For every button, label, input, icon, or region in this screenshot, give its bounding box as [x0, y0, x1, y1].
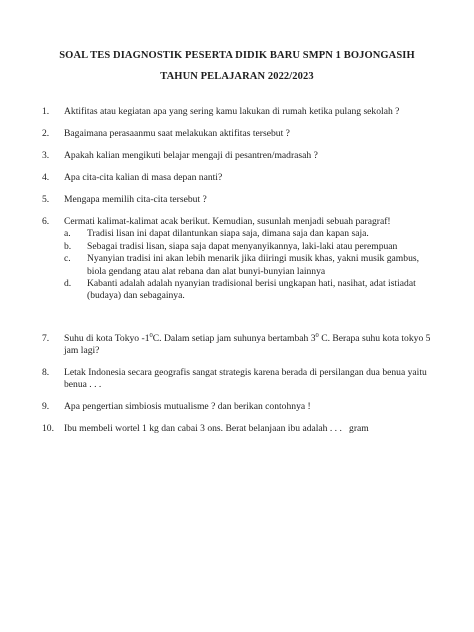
- question-number: 9.: [42, 401, 50, 412]
- list-item: [64, 278, 434, 303]
- superscript: 0: [315, 331, 319, 339]
- question-9: [42, 401, 434, 413]
- question-number: 1.: [42, 106, 50, 117]
- item-letter: c.: [64, 253, 71, 265]
- list-item: [64, 241, 434, 253]
- question-number: 3.: [42, 150, 50, 161]
- question-number: 4.: [42, 172, 50, 183]
- question-2: [42, 128, 434, 140]
- question-text: Aktifitas atau kegiatan apa yang sering kamu lakukan di rumah ketika pulang sekolah ?: [64, 106, 400, 117]
- question-number: 5.: [42, 194, 50, 205]
- document-subtitle: TAHUN PELAJARAN 2022/2023: [160, 71, 314, 82]
- item-text: Nyanyian tradisi ini akan lebih menarik jika diiringi musik khas, yakni musik gambus, biola gendang atau alat rebana dan alat bunyi-bunyian lainnya: [87, 253, 419, 277]
- document-title: SOAL TES DIAGNOSTIK PESERTA DIDIK BARU SMPN 1 BOJONGASIH: [59, 50, 415, 61]
- item-text: Sebagai tradisi lisan, siapa saja dapat menyanyikannya, laki-laki atau perempuan: [87, 240, 398, 252]
- question-1: [42, 106, 434, 118]
- question-text: Cermati kalimat-kalimat acak berikut. Kemudian, susunlah menjadi sebuah paragraf!: [64, 216, 391, 227]
- question-text: Apa pengertian simbiosis mutualisme ? dan berikan contohnya !: [64, 401, 311, 412]
- question-text: Apakah kalian mengikuti belajar mengaji di pesantren/madrasah ?: [64, 150, 318, 161]
- question-number: 7.: [42, 333, 50, 344]
- item-letter: d.: [64, 278, 72, 290]
- question-text: Bagaimana perasaanmu saat melakukan aktifitas tersebut ?: [64, 128, 290, 139]
- question-number: 2.: [42, 128, 50, 139]
- question-number: 6.: [42, 216, 50, 227]
- item-text: Kabanti adalah adalah nyanyian tradisional berisi ungkapan hati, nasihat, adat istiadat (budaya) dan sebagainya.: [87, 278, 416, 302]
- superscript: 0: [149, 331, 153, 339]
- question-text: Apa cita-cita kalian di masa depan nanti?: [64, 172, 223, 183]
- item-text: Tradisi lisan ini dapat dilantunkan siapa saja, dimana saja dan kapan saja.: [87, 228, 369, 240]
- list-item: [64, 253, 434, 278]
- question-number: 10.: [42, 423, 54, 434]
- question-10: [42, 423, 434, 435]
- question-6: [42, 216, 434, 303]
- item-letter: a.: [64, 228, 71, 240]
- question-text: Suhu di kota Tokyo $-1^0C$. Dalam setiap jam suhunya bertambah $3^0$ C. Berapa suhu kota tokyo 5 jam lagi?: [64, 331, 431, 357]
- question-3: [42, 150, 434, 162]
- question-7: [42, 331, 434, 358]
- question-4: [42, 172, 434, 184]
- question-text: Ibu membeli wortel 1 kg dan cabai 3 ons. Berat belanjaan ibu adalah . . . gram: [64, 423, 369, 434]
- question-5: [42, 194, 434, 206]
- item-letter: b.: [64, 240, 72, 252]
- question-number: 8.: [42, 367, 50, 378]
- question-8: [42, 367, 434, 392]
- question-text: Letak Indonesia secara geografis sangat strategis karena berada di persilangan dua benua yaitu benua . . .: [64, 367, 427, 391]
- list-item: [64, 228, 434, 240]
- question-text: Mengapa memilih cita-cita tersebut ?: [64, 194, 207, 205]
